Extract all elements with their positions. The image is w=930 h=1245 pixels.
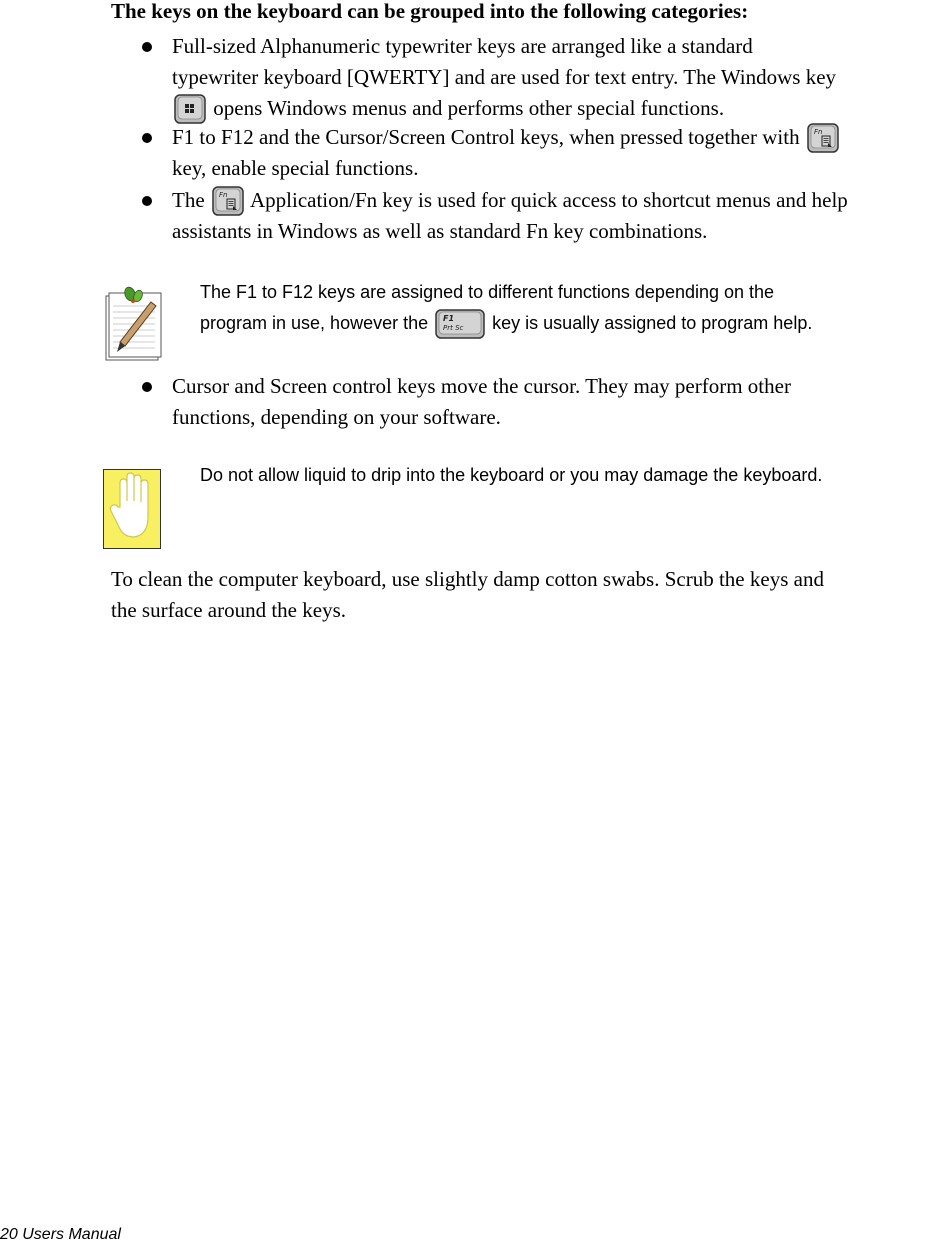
fn-key-icon (807, 123, 839, 153)
bullet-text-line (172, 122, 930, 153)
paragraph-line: To clean the computer keyboard, use slightly damp cotton swabs. Scrub the keys and (111, 567, 824, 591)
cleaning-paragraph (111, 564, 926, 626)
f1-prtsc-key-icon (435, 309, 485, 339)
note-text-segment: key is usually assigned to program help. (492, 313, 813, 333)
caution-text: Do not allow liquid to drip into the keyboard or you may damage the keyboard. (200, 465, 823, 485)
fn-key-label: Fn (813, 128, 823, 136)
bullet-cursor-keys (142, 371, 930, 433)
application-key-icon (212, 186, 244, 216)
page-footer: 20 Users Manual (0, 1226, 121, 1243)
bullet-text-line: key, enable special functions. (172, 156, 419, 180)
paragraph-line: the surface around the keys. (111, 598, 346, 622)
windows-key-icon (174, 94, 206, 124)
bullet-dot (142, 382, 152, 392)
bullet-alphanumeric-keys (142, 31, 930, 124)
bullet-text-segment: Application/Fn key is used for quick access to shortcut menus and help (250, 188, 848, 212)
bullet-text-segment: F1 to F12 and the Cursor/Screen Control keys, when pressed together with (172, 125, 800, 149)
f1-key-label: F1 (443, 314, 455, 323)
bullet-function-keys (142, 122, 930, 184)
section-heading: The keys on the keyboard can be grouped into the following categories: (111, 0, 749, 23)
bullet-text-line: typewriter keyboard [QWERTY] and are used for text entry. The Windows key (172, 65, 837, 89)
note-text (200, 277, 812, 339)
bullet-text-line: Full-sized Alphanumeric typewriter keys are arranged like a standard (172, 34, 753, 58)
note-text-segment: program in use, however the (200, 313, 429, 333)
bullet-text-line (172, 93, 930, 124)
bullet-dot (142, 196, 152, 206)
note-text-line: The F1 to F12 keys are assigned to different functions depending on the (200, 282, 775, 302)
bullet-text-segment: The (172, 188, 205, 212)
bullet-text-line (172, 185, 930, 216)
caution-hand-icon (103, 469, 161, 549)
bullet-text-line: Cursor and Screen control keys move the cursor. They may perform other (172, 374, 791, 398)
fn-key-label: Fn (218, 191, 228, 199)
bullet-application-fn-key (142, 185, 930, 247)
bullet-dot (142, 42, 152, 52)
prtsc-key-label: Prt Sc (443, 324, 464, 332)
bullet-dot (142, 133, 152, 143)
note-pencil-icon (103, 284, 165, 364)
bullet-text-line: functions, depending on your software. (172, 405, 501, 429)
bullet-text-line: assistants in Windows as well as standard Fn key combinations. (172, 219, 708, 243)
note-text-line (200, 308, 812, 339)
bullet-text-segment: opens Windows menus and performs other special functions. (213, 96, 725, 120)
